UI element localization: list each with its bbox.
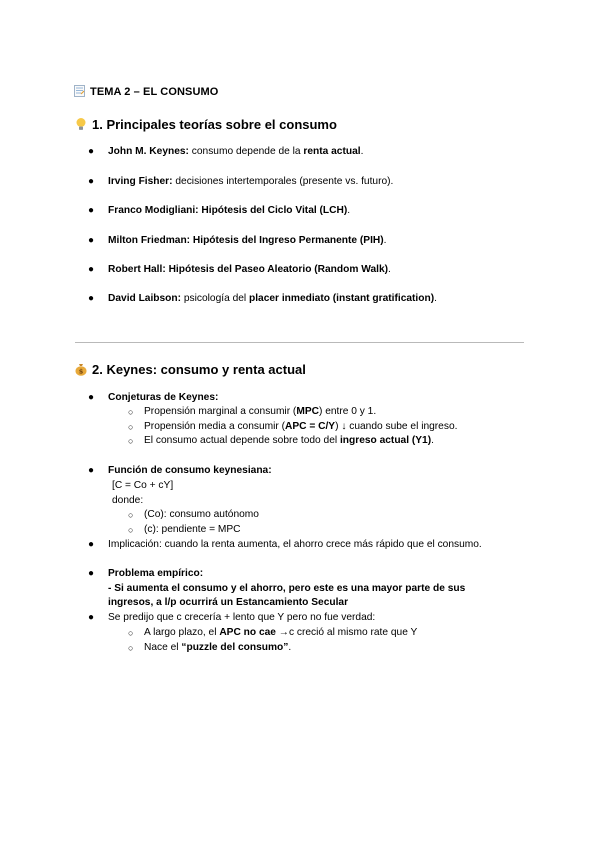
sub-list-item: ○ El consumo actual depende sobre todo del ingreso actual (Y1).	[128, 435, 434, 446]
sub-list-item: ○ (Co): consumo autónomo	[128, 509, 259, 520]
list-item: ● Franco Modigliani: Hipótesis del Ciclo Vital (LCH).	[88, 205, 351, 216]
list-item: ● Función de consumo keynesiana:	[88, 465, 272, 476]
horizontal-divider	[75, 342, 524, 343]
section1-heading	[74, 117, 337, 132]
list-item: ● Milton Friedman: Hipótesis del Ingreso Permanente (PIH).	[88, 235, 387, 246]
list-item: ● John M. Keynes: consumo depende de la renta actual.	[88, 146, 364, 157]
lightbulb-icon	[74, 117, 88, 131]
sub-list-item: ○ Nace el “puzzle del consumo”.	[128, 642, 292, 653]
section2-heading-text: 2. Keynes: consumo y renta actual	[92, 362, 306, 377]
formula-text: [C = Co + cY]	[112, 480, 174, 491]
sub-list-item: ○ (c): pendiente = MPC	[128, 524, 241, 535]
list-item: ● Problema empírico:	[88, 568, 204, 579]
svg-text:$: $	[78, 367, 84, 376]
list-item: ● Implicación: cuando la renta aumenta, el ahorro crece más rápido que el consumo.	[88, 539, 482, 550]
sub-list-item: ○ A largo plazo, el APC no cae →c creció al mismo rate que Y	[128, 627, 418, 638]
document-title	[74, 85, 218, 98]
section2-heading	[74, 362, 306, 377]
memo-icon	[74, 85, 85, 97]
section1-heading-text: 1. Principales teorías sobre el consumo	[92, 117, 337, 132]
sub-list-item: ○ Propensión marginal a consumir (MPC) entre 0 y 1.	[128, 406, 377, 417]
list-item: ● Robert Hall: Hipótesis del Paseo Aleatorio (Random Walk).	[88, 264, 391, 275]
money-bag-icon	[74, 362, 88, 376]
problema-line-1: - Si aumenta el consumo y el ahorro, pero este es una mayor parte de sus	[108, 583, 466, 594]
list-item: ● David Laibson: psicología del placer inmediato (instant gratification).	[88, 293, 437, 304]
donde-text: donde:	[112, 495, 144, 506]
list-item: ● Irving Fisher: decisiones intertemporales (presente vs. futuro).	[88, 176, 394, 187]
list-item: ● Conjeturas de Keynes:	[88, 392, 219, 403]
sub-list-item: ○ Propensión media a consumir (APC = C/Y) ↓ cuando sube el ingreso.	[128, 421, 458, 432]
list-item: ● Se predijo que c crecería + lento que Y pero no fue verdad:	[88, 612, 376, 623]
title-text: TEMA 2 – EL CONSUMO	[90, 86, 219, 98]
problema-line-2: ingresos, a l/p ocurrirá un Estancamiento Secular	[108, 597, 349, 608]
